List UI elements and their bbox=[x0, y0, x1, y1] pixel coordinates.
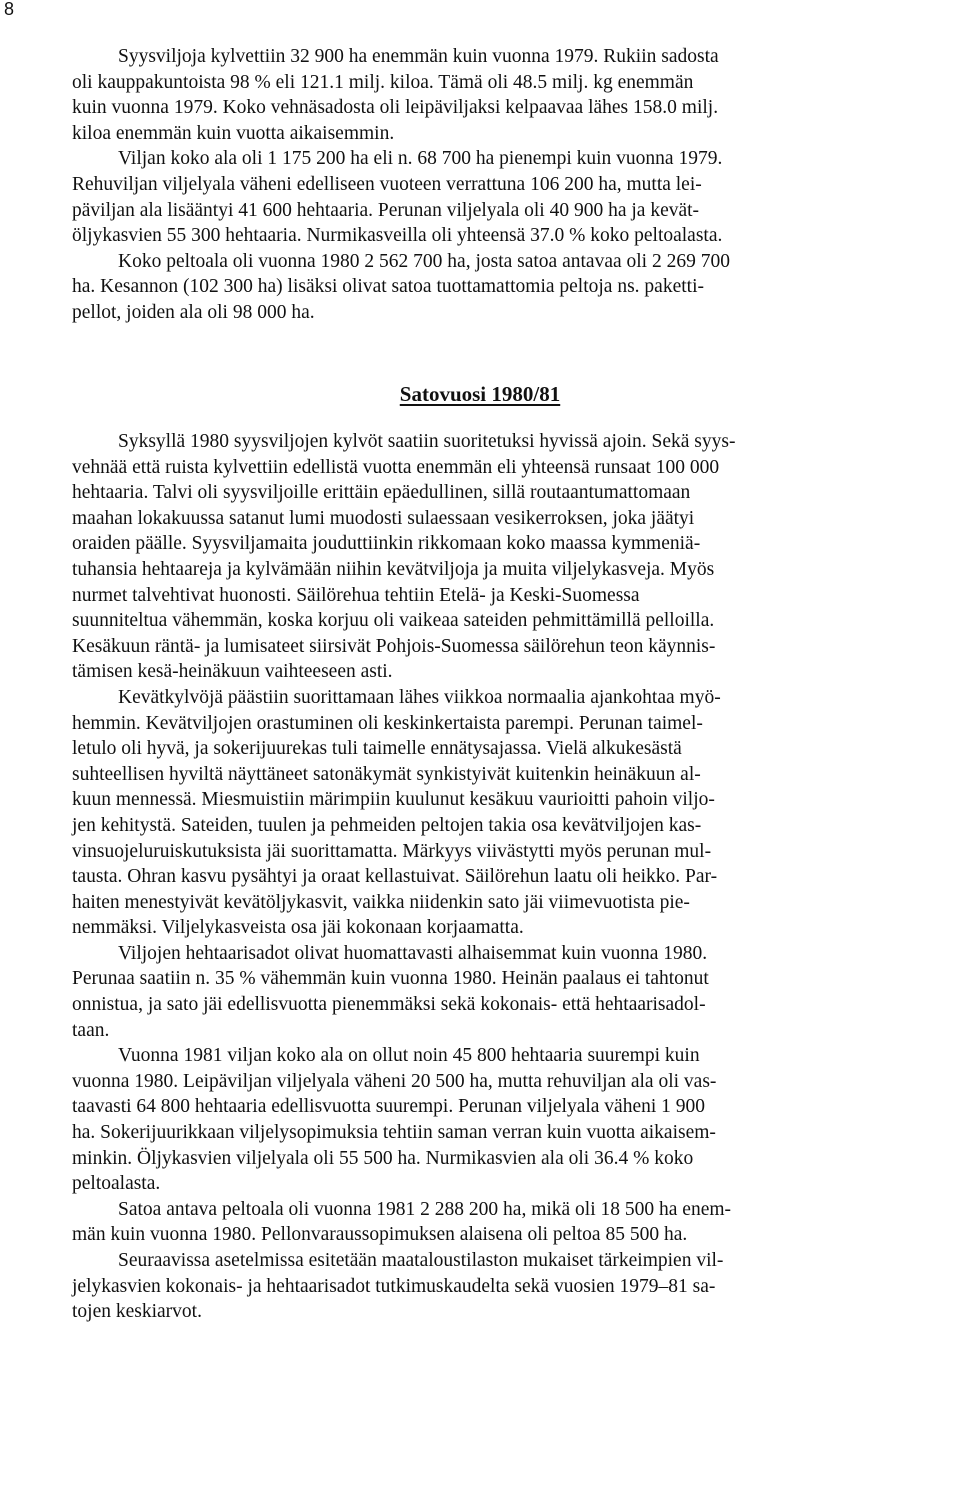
text-line: kiloa enemmän kuin vuotta aikaisemmin. bbox=[72, 122, 395, 144]
section-heading bbox=[0, 381, 960, 407]
text-line: oli kauppakuntoista 98 % eli 121.1 milj. kiloa. Tämä oli 48.5 milj. kg enemmän bbox=[72, 71, 694, 93]
page-number: 8 bbox=[4, 0, 15, 19]
intro-text-block bbox=[72, 44, 912, 326]
text-line: hemmin. Kevätviljojen orastuminen oli keskinkertaista parempi. Perunan taimel- bbox=[72, 712, 703, 734]
text-line: peltoalasta. bbox=[72, 1173, 161, 1195]
text-line: Satoa antava peltoala oli vuonna 1981 2 288 200 ha, mikä oli 18 500 ha enem- bbox=[118, 1198, 732, 1220]
text-line: Kesäkuun räntä- ja lumisateet siirsivät Pohjois-Suomessa säilörehun teon käynnis- bbox=[72, 635, 716, 657]
text-line: tojen keskiarvot. bbox=[72, 1301, 202, 1323]
text-line: letulo oli hyvä, ja sokerijuurekas tuli taimelle ennätysajassa. Vielä alkukesästä bbox=[72, 738, 682, 760]
text-line: vehnää että ruista kylvettiin edellistä vuotta enemmän eli yhteensä runsaat 100 000 bbox=[72, 456, 720, 478]
text-line: suhteellisen hyviltä näyttäneet satonäkymät synkistyivät kuitenkin heinäkuun al- bbox=[72, 763, 701, 785]
section-heading-text: Satovuosi 1980/81 bbox=[399, 382, 561, 406]
text-line: tämisen kesä-heinäkuun vaihteeseen asti. bbox=[72, 661, 393, 683]
text-line: vuonna 1980. Leipäviljan viljelyala väheni 20 500 ha, mutta rehuviljan ala oli vas- bbox=[72, 1070, 717, 1092]
text-line: pellot, joiden ala oli 98 000 ha. bbox=[72, 301, 315, 323]
text-line: Viljan koko ala oli 1 175 200 ha eli n. 68 700 ha pienempi kuin vuonna 1979. bbox=[118, 148, 723, 170]
text-line: onnistua, ja sato jäi edellisvuotta pienemmäksi sekä kokonais- että hehtaarisadol- bbox=[72, 994, 706, 1016]
text-line: taan. bbox=[72, 1019, 110, 1041]
text-line: vinsuojeluruiskutuksista jäi suorittamatta. Märkyys viivästytti myös perunan mul- bbox=[72, 840, 712, 862]
text-line: Vuonna 1981 viljan koko ala on ollut noin 45 800 hehtaaria suurempi kuin bbox=[118, 1045, 700, 1067]
section-text-block bbox=[72, 429, 912, 1325]
text-line: suunniteltua vähemmän, koska korjuu oli vaikeaa sateiden pehmittämillä pelloilla. bbox=[72, 610, 715, 632]
text-line: Syysviljoja kylvettiin 32 900 ha enemmän kuin vuonna 1979. Rukiin sadosta bbox=[118, 46, 719, 67]
text-line: tausta. Ohran kasvu pysähtyi ja oraat kellastuivat. Säilörehun laatu oli heikko. Par- bbox=[72, 866, 718, 888]
text-line: oraiden päälle. Syysviljamaita jouduttiinkin rikkomaan koko maassa kymmeniä- bbox=[72, 533, 701, 555]
text-line: nemmäksi. Viljelykasveista osa jäi kokonaan korjaamatta. bbox=[72, 917, 524, 939]
text-line: jen kehitystä. Sateiden, tuulen ja pehmeiden peltojen takia osa kevätviljojen kas- bbox=[72, 814, 702, 836]
text-line: Koko peltoala oli vuonna 1980 2 562 700 ha, josta satoa antavaa oli 2 269 700 bbox=[118, 250, 730, 272]
text-line: Rehuviljan viljelyala väheni edelliseen vuoteen verrattuna 106 200 ha, mutta lei- bbox=[72, 173, 702, 195]
text-line: öljykasvien 55 300 hehtaaria. Nurmikasveilla oli yhteensä 37.0 % koko peltoalasta. bbox=[72, 225, 723, 247]
text-line: kuun mennessä. Miesmuistiin märimpiin kuulunut kesäkuu vaurioitti pahoin viljo- bbox=[72, 789, 715, 811]
text-line: minkin. Öljykasvien viljelyala oli 55 500 ha. Nurmikasvien ala oli 36.4 % koko bbox=[72, 1147, 694, 1169]
text-line: taavasti 64 800 hehtaaria edellisvuotta suurempi. Perunan viljelyala väheni 1 900 bbox=[72, 1096, 706, 1118]
text-line: Kevätkylvöjä päästiin suorittamaan lähes viikkoa normaalia ajankohtaa myö- bbox=[118, 686, 721, 708]
text-line: Syksyllä 1980 syysviljojen kylvöt saatiin suoritetuksi hyvissä ajoin. Sekä syys- bbox=[118, 431, 736, 452]
text-line: haiten menestyivät kevätöljykasvit, vaikka niidenkin sato jäi viimevuotista pie- bbox=[72, 891, 690, 913]
text-line: ha. Kesannon (102 300 ha) lisäksi olivat satoa tuottamattomia peltoja ns. paketti- bbox=[72, 276, 704, 298]
text-line: Perunaa saatiin n. 35 % vähemmän kuin vuonna 1980. Heinän paalaus ei tahtonut bbox=[72, 968, 709, 990]
text-line: ha. Sokerijuurikkaan viljelysopimuksia tehtiin saman verran kuin vuotta aikaisem- bbox=[72, 1122, 716, 1144]
text-line: Viljojen hehtaarisadot olivat huomattavasti alhaisemmat kuin vuonna 1980. bbox=[118, 942, 708, 964]
text-line: Seuraavissa asetelmissa esitetään maataloustilaston mukaiset tärkeimpien vil- bbox=[118, 1250, 724, 1271]
text-line: kuin vuonna 1979. Koko vehnäsadosta oli leipäviljaksi kelpaavaa lähes 158.0 milj. bbox=[72, 97, 719, 119]
text-line: nurmet talvehtivat huonosti. Säilörehua tehtiin Etelä- ja Keski-Suomessa bbox=[72, 584, 640, 606]
text-line: jelykasvien kokonais- ja hehtaarisadot tutkimuskaudelta sekä vuosien 1979–81 sa- bbox=[72, 1275, 716, 1297]
text-line: hehtaaria. Talvi oli syysviljoille erittäin epäedullinen, sillä routaantumattomaan bbox=[72, 482, 691, 504]
text-line: maahan lokakuussa satanut lumi muodosti sulaessaan vesikerroksen, joka jäätyi bbox=[72, 507, 695, 529]
text-line: män kuin vuonna 1980. Pellonvaraussopimuksen alaisena oli peltoa 85 500 ha. bbox=[72, 1224, 688, 1246]
text-line: päviljan ala lisääntyi 41 600 hehtaaria. Perunan viljelyala oli 40 900 ha ja kevät- bbox=[72, 199, 700, 221]
text-line: tuhansia hehtaareja ja kylvämään niihin kevätviljoja ja muita viljelykasveja. Myös bbox=[72, 558, 715, 580]
